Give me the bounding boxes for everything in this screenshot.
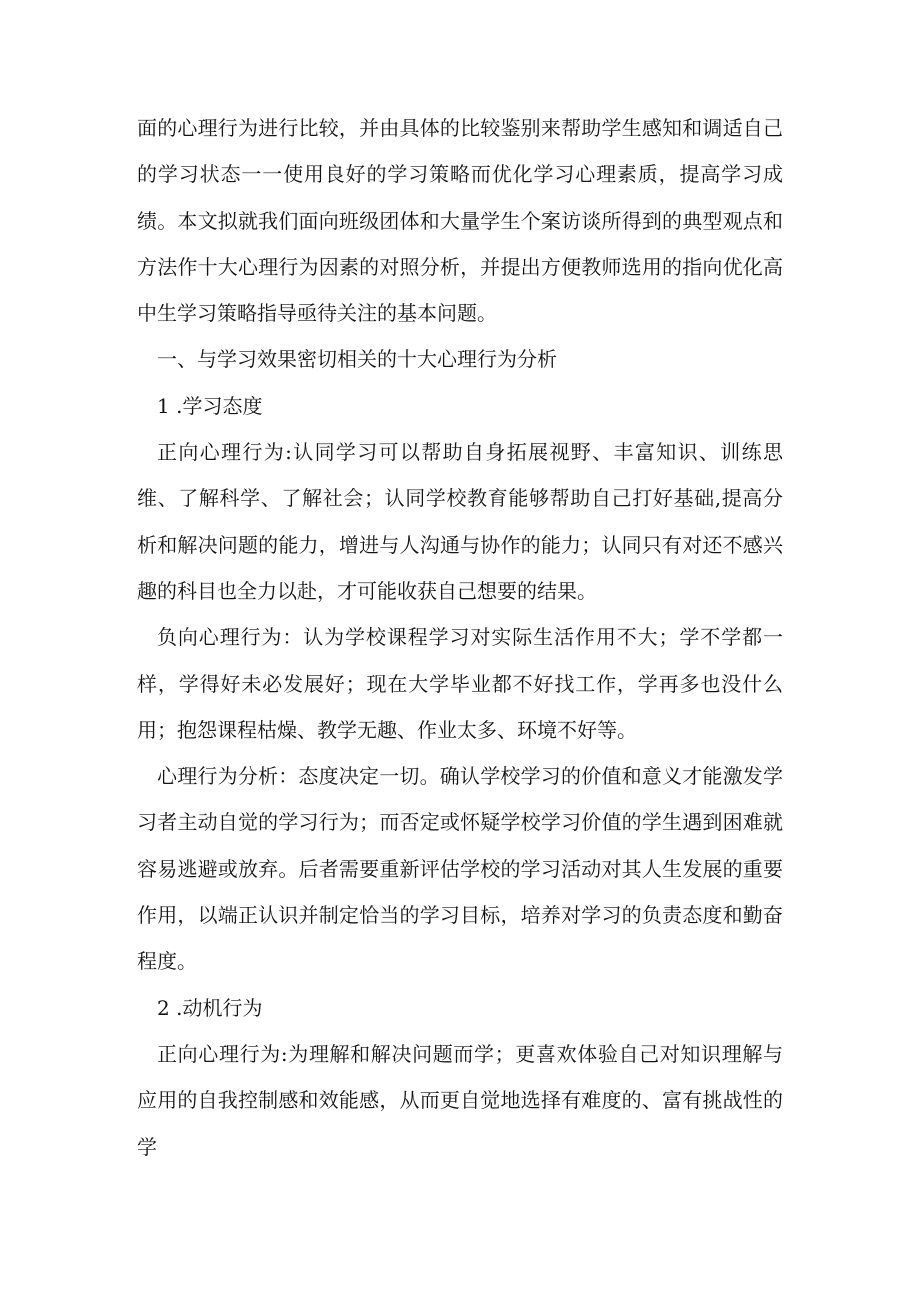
subsection-heading-learning-attitude: 1 .学习态度 (157, 393, 263, 418)
paragraph-positive-motivation: 正向心理行为:为理解和解决问题而学；更喜欢体验自己对知识理解与应用的自我控制感和效能感，从而更自觉地选择有难度的、富有挑战性的学 (137, 1041, 783, 1159)
paragraph-positive-attitude: 正向心理行为:认同学习可以帮助自身拓展视野、丰富知识、训练思维、了解科学、了解社会；认同学校教育能够帮助自己打好基础,提高分析和解决问题的能力，增进与人沟通与协作的能力；认同只有对还不感兴趣的科目也全力以赴，才可能收获自己想要的结果。 (137, 440, 783, 603)
paragraph-attitude-analysis: 心理行为分析：态度决定一切。确认学校学习的价值和意义才能激发学习者主动自觉的学习行为；而否定或怀疑学校学习价值的学生遇到困难就容易逃避或放弃。后者需要重新评估学校的学习活动对其人生发展的重要作用，以端正认识并制定恰当的学习目标，培养对学习的负责态度和勤奋程度。 (137, 764, 783, 974)
paragraph-negative-attitude: 负向心理行为：认为学校课程学习对实际生活作用不大；学不学都一样，学得好未必发展好；现在大学毕业都不好找工作，学再多也没什么用；抱怨课程枯燥、教学无趣、作业太多、环境不好等。 (137, 625, 783, 742)
subsection-heading-motivation: 2 .动机行为 (157, 995, 263, 1020)
section-heading: 一、与学习效果密切相关的十大心理行为分析 (157, 347, 557, 372)
document-body (137, 105, 783, 1170)
intro-paragraph: 面的心理行为进行比较，并由具体的比较鉴别来帮助学生感知和调适自己的学习状态一一使用良好的学习策略而优化学习心理素质，提高学习成绩。本文拟就我们面向班级团体和大量学生个案访谈所得到的典型观点和方法作十大心理行为因素的对照分析，并提出方便教师选用的指向优化高中生学习策略指导亟待关注的基本问题。 (137, 116, 783, 326)
